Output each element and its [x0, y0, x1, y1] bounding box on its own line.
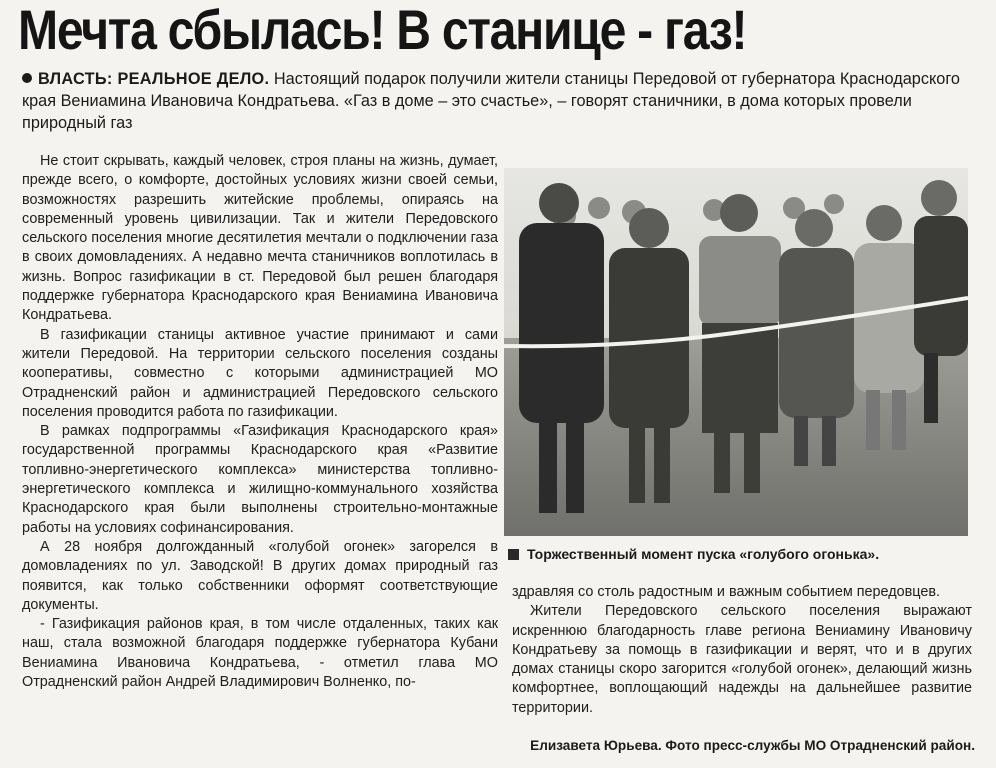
bullet-icon — [22, 73, 32, 83]
paragraph: В газификации станицы активное участие принимают и сами жители Передовой. На территории сельского поселения созданы кооперативы, совместно с которыми администрацией МО Отрадненский район и администрацией Передовского сельского поселения проводится работа по газификации. — [22, 326, 498, 420]
ribbon-cutting-photo — [504, 168, 968, 536]
article-byline: Елизавета Юрьева. Фото пресс-службы МО Отрадненский район. — [530, 738, 975, 753]
lead-text: Настоящий подарок получили жители станицы Передовой от губернатора Краснодарского края Вениамина Ивановича Кондратьева. «Газ в доме – это счастье», – говорят станичники, в дома которых провели природный газ — [22, 70, 960, 132]
photo-caption — [508, 546, 978, 562]
paragraph: В рамках подпрограммы «Газификация Краснодарского края» государственной программы Краснодарского края «Развитие топливно-энергетического комплекса» министерства топливно-энергетического комплекса и жилищно-коммунального хозяйства Краснодарского края были выполнены строительно-монтажные работы на условиях софинансирования. — [22, 423, 498, 536]
paragraph: Не стоит скрывать, каждый человек, строя планы на жизнь, думает, прежде всего, о комфорте, достойных условиях жизни своей семьи, возможностях разрешить житейские проблемы, опираясь на современный уровень цивилизации. Так и жители Передовского сельского поселения многие десятилетия мечтали о подключении газа в своих домовладениях. А недавно мечта станичников воплотилась в жизнь. Вопрос газификации в ст. Передовой был решен благодаря поддержке губернатора Краснодарского края Вениамина Ивановича Кондратьева. — [22, 153, 498, 324]
article-column-left — [22, 152, 498, 692]
paragraph: - Газификация районов края, в том числе отдаленных, таких как наш, стала возможной благодаря поддержке губернатора Кубани Вениамина Ивановича Кондратьева, - отметил глава МО Отрадненский район Андрей Владимирович Волненко, по- — [22, 616, 498, 691]
paragraph: Жители Передовского сельского поселения выражают искреннюю благодарность главе региона Вениамину Ивановичу Кондратьеву за помощь в газификации и верят, что и в других домах станицы скоро загорится «голубой огонек», делающий жизнь комфортнее, воплощающий надежды на дальнейшее развитие территории. — [512, 603, 972, 716]
square-marker-icon — [508, 549, 519, 560]
rubric-label: ВЛАСТЬ: РЕАЛЬНОЕ ДЕЛО. — [38, 70, 270, 88]
article-lead — [22, 68, 982, 134]
paragraph: здравляя со столь радостным и важным событием передовцев. — [512, 584, 940, 600]
paragraph: А 28 ноября долгожданный «голубой огонек» загорелся в домовладениях по ул. Заводской! В других домах природный газ появится, как только собственники оформят соответствующие документы. — [22, 538, 498, 613]
photo-illustration — [504, 168, 968, 536]
photo-caption-text: Торжественный момент пуска «голубого огонька». — [527, 546, 880, 562]
article-headline: Мечта сбылась! В станице - газ! — [18, 0, 747, 61]
article-column-right — [512, 583, 972, 718]
